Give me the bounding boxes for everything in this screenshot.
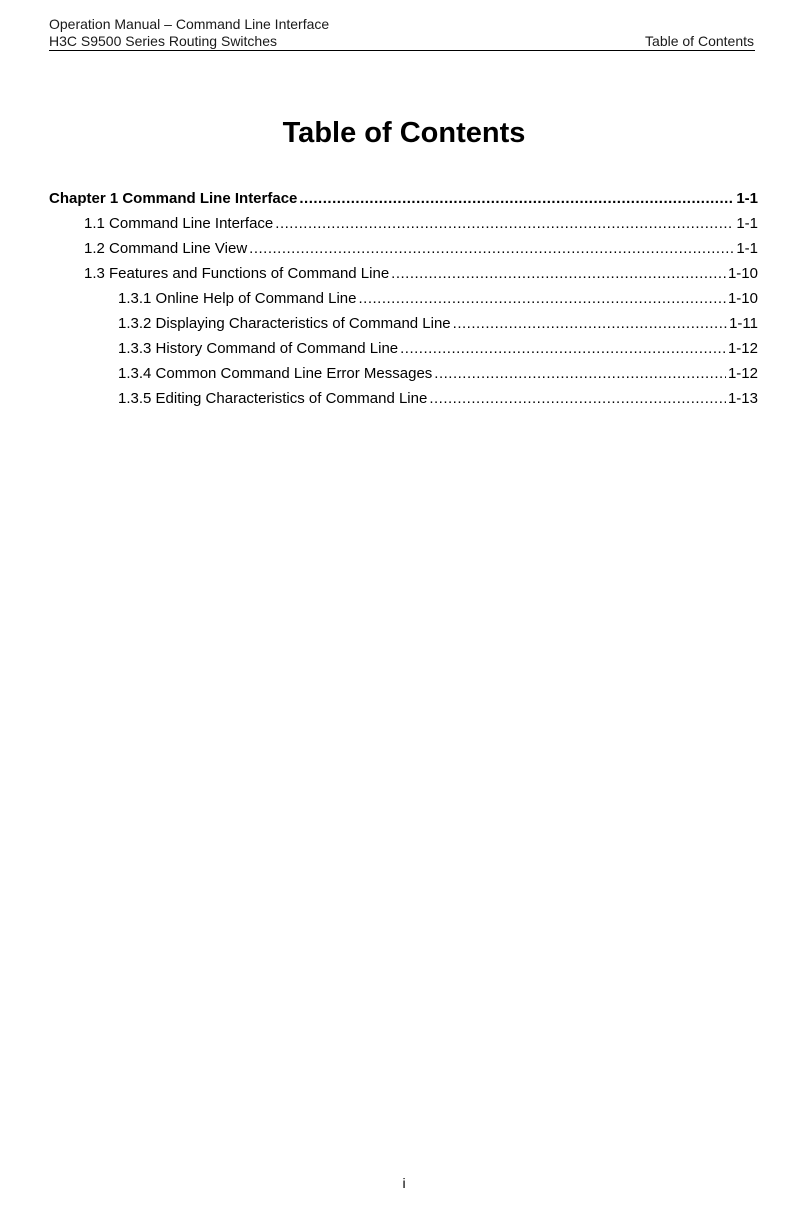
product-name: H3C S9500 Series Routing Switches <box>49 33 278 49</box>
toc-dot-leader <box>299 186 734 211</box>
toc-entry-page: 1-13 <box>727 390 758 407</box>
toc-entry-page: 1-10 <box>727 265 758 282</box>
toc-entry-page: 1-1 <box>736 215 758 232</box>
toc-entry-1-2[interactable] <box>49 236 758 261</box>
toc-entry-page: 1-1 <box>736 240 758 257</box>
toc-entry-label: 1.3.3 History Command of Command Line <box>118 340 399 357</box>
toc-entry-page: 1-10 <box>727 290 758 307</box>
toc-entry-1-3-5[interactable] <box>49 386 758 411</box>
toc-dot-leader <box>249 236 734 261</box>
toc-dot-leader <box>391 261 726 286</box>
toc-dot-leader <box>429 386 726 411</box>
toc-entry-label: 1.3.4 Common Command Line Error Messages <box>118 365 433 382</box>
toc-entry-1-3-1[interactable] <box>49 286 758 311</box>
running-header <box>49 16 754 50</box>
toc-entry-page: 1-12 <box>727 340 758 357</box>
table-of-contents <box>49 186 758 411</box>
toc-entry-1-3-3[interactable] <box>49 336 758 361</box>
header-divider <box>49 50 755 51</box>
toc-entry-label: 1.3 Features and Functions of Command Line <box>84 265 390 282</box>
toc-entry-page: 1-1 <box>736 190 758 207</box>
toc-entry-1-3-4[interactable] <box>49 361 758 386</box>
toc-entry-1-3-2[interactable] <box>49 311 758 336</box>
toc-entry-label: Chapter 1 Command Line Interface <box>49 190 298 207</box>
page-number: i <box>402 1175 406 1191</box>
toc-entry-1-1[interactable] <box>49 211 758 236</box>
section-name: Table of Contents <box>645 33 754 49</box>
toc-entry-1-3[interactable] <box>49 261 758 286</box>
toc-dot-leader <box>434 361 726 386</box>
toc-entry-page: 1-11 <box>729 315 758 332</box>
toc-dot-leader <box>275 211 734 236</box>
toc-entry-page: 1-12 <box>727 365 758 382</box>
toc-entry-label: 1.3.1 Online Help of Command Line <box>118 290 357 307</box>
toc-entry-label: 1.2 Command Line View <box>84 240 248 257</box>
toc-dot-leader <box>358 286 725 311</box>
running-header-row-1 <box>49 16 754 33</box>
toc-entry-label: 1.3.2 Displaying Characteristics of Command Line <box>118 315 451 332</box>
page-title: Table of Contents <box>282 117 526 149</box>
toc-entry-label: 1.1 Command Line Interface <box>84 215 274 232</box>
toc-entry-label: 1.3.5 Editing Characteristics of Command Line <box>118 390 428 407</box>
running-header-row-2 <box>49 33 754 50</box>
toc-dot-leader <box>453 311 727 336</box>
manual-title: Operation Manual – Command Line Interface <box>49 16 330 32</box>
toc-entry-chapter-1[interactable] <box>49 186 758 211</box>
toc-dot-leader <box>400 336 726 361</box>
